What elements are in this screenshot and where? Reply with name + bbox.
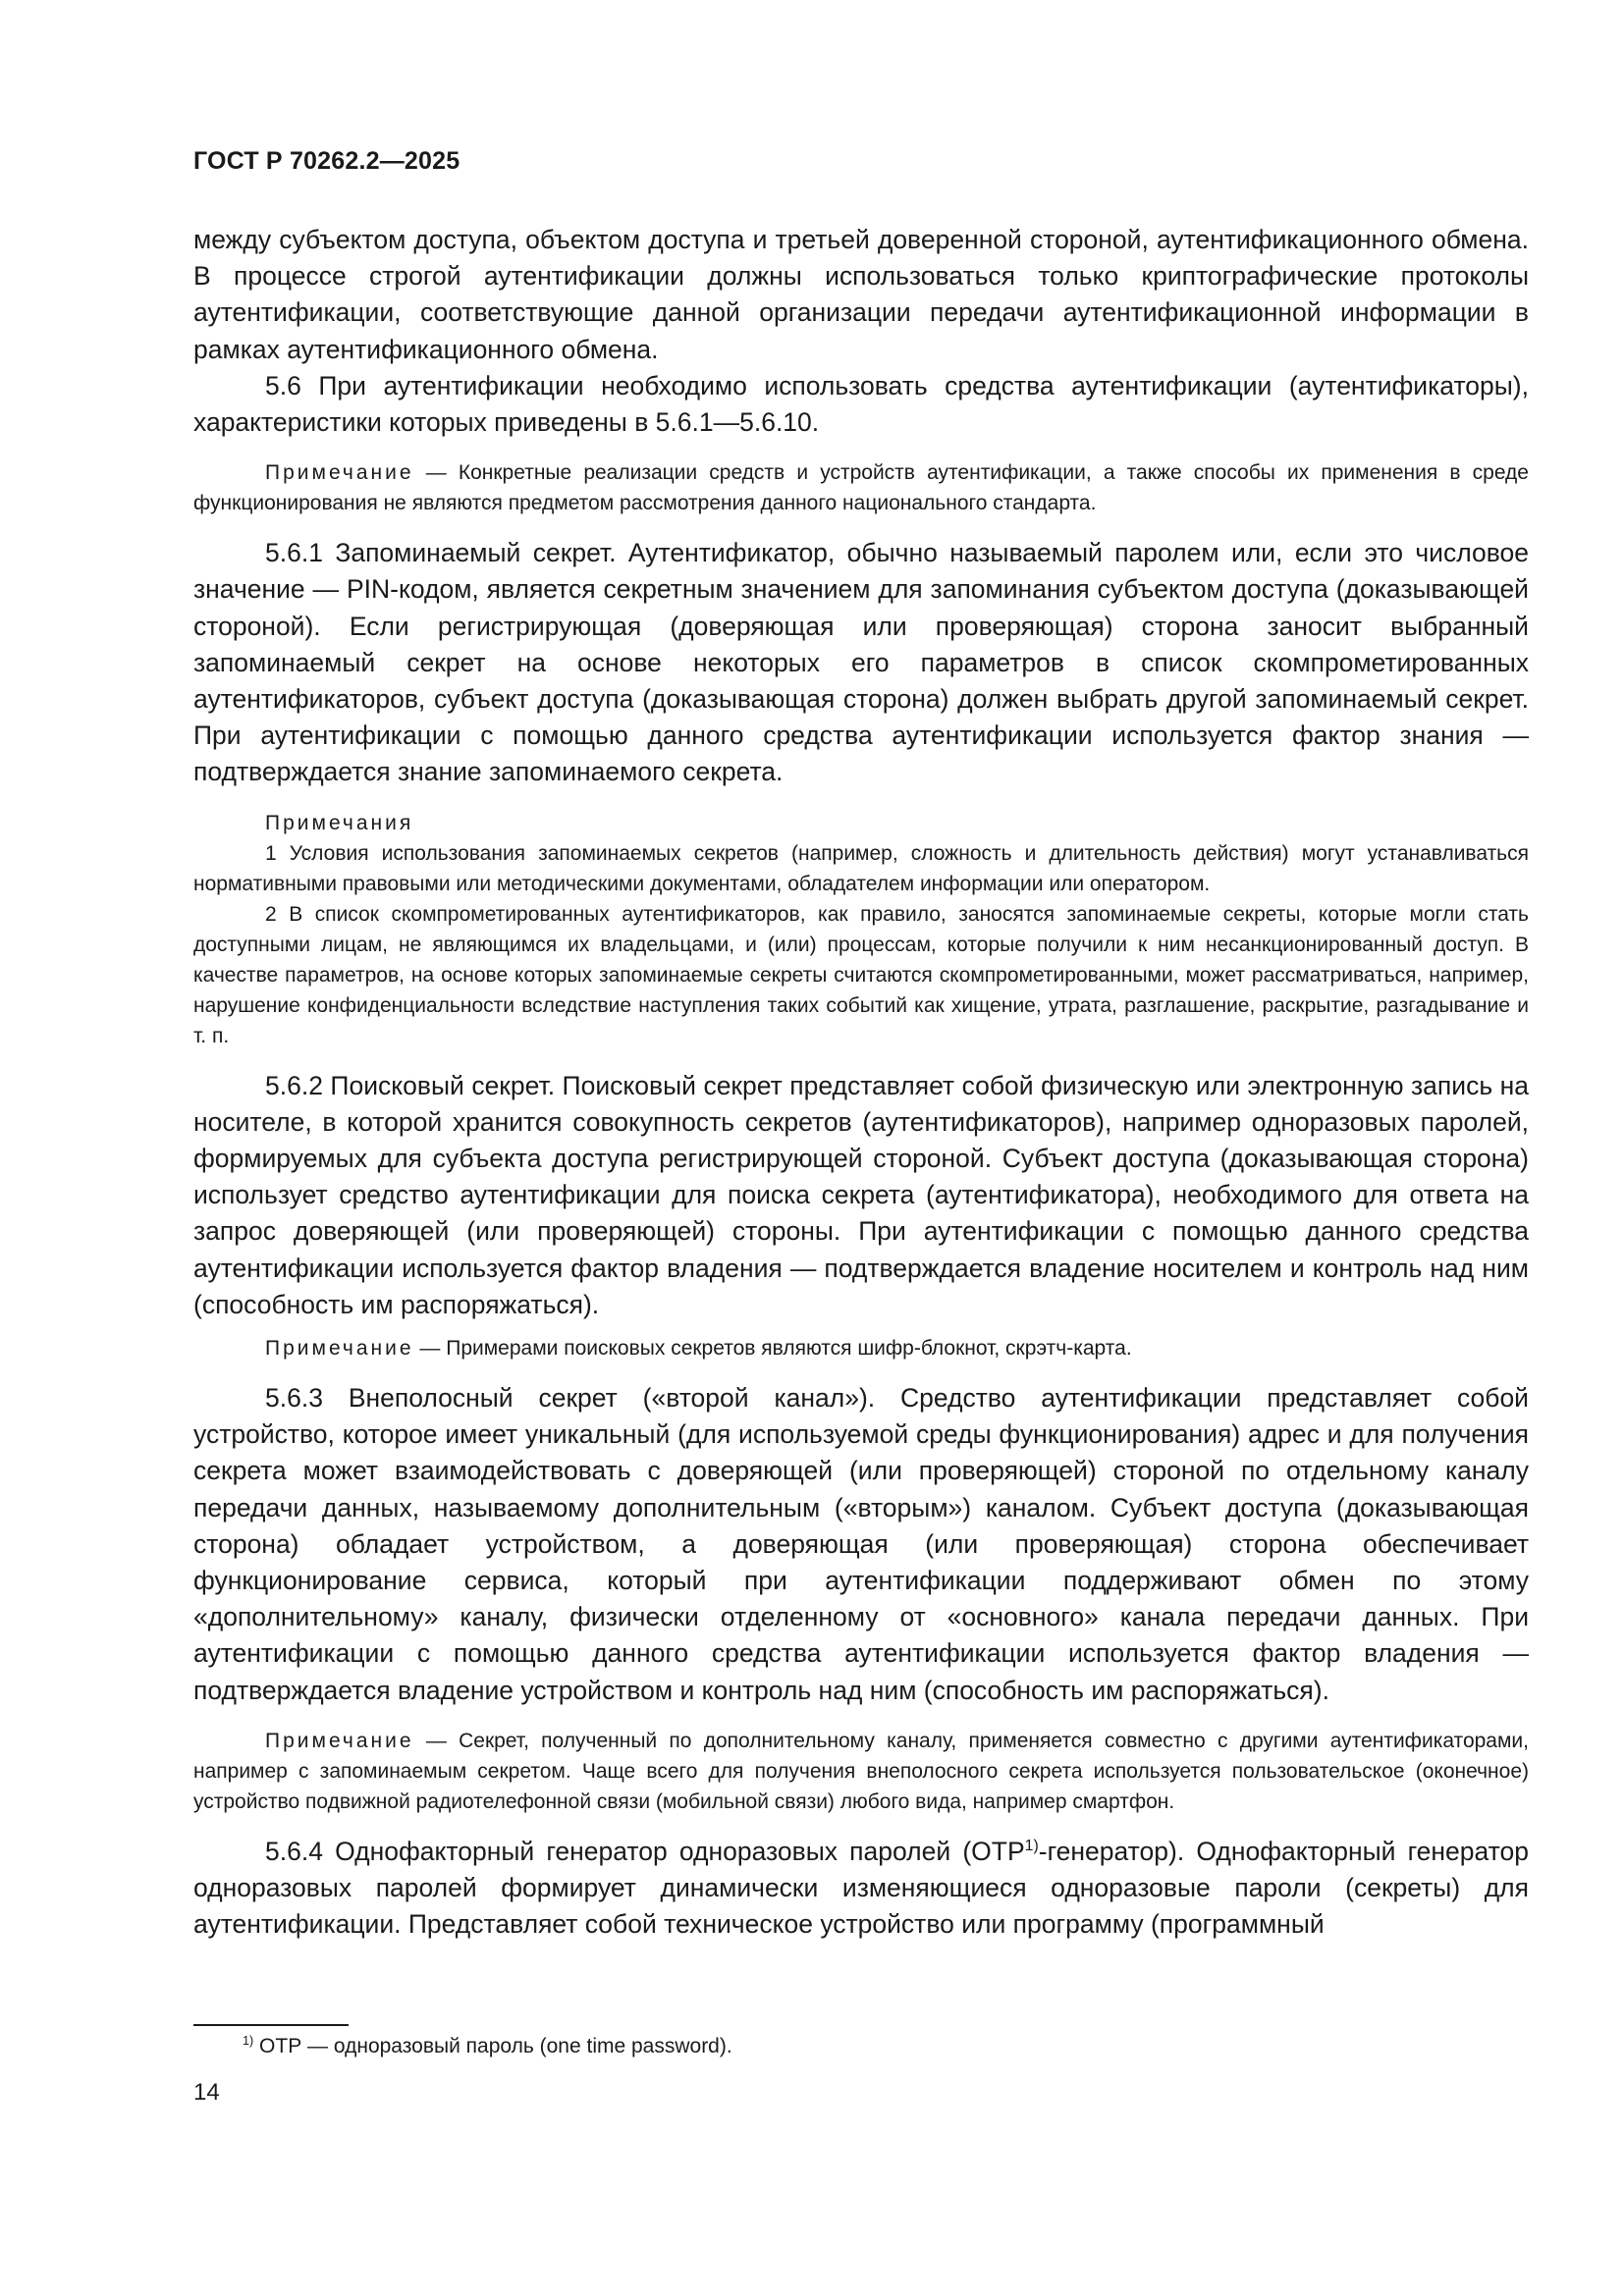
standard-header: ГОСТ Р 70262.2—2025 — [193, 147, 460, 175]
document-page — [193, 0, 1529, 2296]
paragraph-5-6-1: 5.6.1 Запоминаемый секрет. Аутентификатор, обычно называемый паролем или, если это числовое значение — PIN-кодом, является секретным значением для запоминания субъектом доступа (доказывающей стороной). Если регистрирующая (доверяющая или проверяющая) сторона заносит выбранный запоминаемый секрет на основе некоторых его параметров в список скомпрометированных аутентификаторов, субъект доступа (доказывающая сторона) должен выбрать другой запоминаемый секрет. При аутентификации с помощью данного средства аутентификации используется фактор знания — подтверждается знание запоминаемого секрета. — [193, 538, 1529, 787]
paragraph-5-6: 5.6 При аутентификации необходимо использовать средства аутентификации (аутентификаторы), характеристики которых приведены в 5.6.1—5.6.10. — [193, 370, 1529, 438]
note-label: Примечание — [265, 461, 414, 485]
paragraph-5-6-4 — [193, 1834, 1529, 1944]
note-label: Примечание — [265, 1337, 414, 1361]
paragraph-5-6-4-start: 5.6.4 Однофакторный генератор одноразовых паролей (ОТР — [265, 1836, 1025, 1866]
footnote-mark: 1) — [243, 2034, 254, 2048]
note-5-6-3 — [193, 1726, 1529, 1817]
footnote-text: ОТР — одноразовый пароль (one time password). — [259, 2035, 732, 2057]
notes-label: Примечания — [265, 811, 414, 834]
page-number: 14 — [193, 2079, 220, 2106]
note-text: — Конкретные реализации средств и устройств аутентификации, а также способы их применения в среде функционирования не являются предметом рассмотрения данного национального стандарта. — [193, 461, 1529, 515]
paragraph-continuation: между субъектом доступа, объектом доступа и третьей доверенной стороной, аутентификационного обмена. В процессе строгой аутентификации должны использоваться только криптографические протоколы аутентификации, соответствующие данной организации передачи аутентификационной информации в рамках аутентификационного обмена. — [193, 225, 1529, 364]
note-5-6-2 — [193, 1333, 1529, 1363]
note-label: Примечание — [265, 1729, 414, 1752]
note-5-6 — [193, 457, 1529, 518]
paragraph-5-6-4-rest: -генератор). Однофакторный генератор одноразовых паролей формирует динамически изменяющиеся одноразовые пароли (секреты) для аутентификации. Представляет собой техническое устройство или программу (программный — [193, 1836, 1529, 1940]
footnote-ref: 1) — [1024, 1838, 1039, 1855]
paragraph-5-6-2: 5.6.2 Поисковый секрет. Поисковый секрет представляет собой физическую или электронную запись на носителе, в которой хранится совокупность секретов (аутентификаторов), например одноразовых паролей, формируемых для субъекта доступа регистрирующей стороной. Субъект доступа (доказывающая сторона) использует средство аутентификации для поиска секрета (аутентификатора), необходимого для ответа на запрос доверяющей (или проверяющей) стороны. При аутентификации с помощью данного средства аутентификации используется фактор владения — подтверждается владение носителем и контроль над ним (способность им распоряжаться). — [193, 1070, 1529, 1319]
paragraph-5-6-3: 5.6.3 Внеполосный секрет («второй канал»). Средство аутентификации представляет собой устройство, которое имеет уникальный (для используемой среды функционирования) адрес и для получения секрета может взаимодействовать с доверяющей (или проверяющей) стороной по отдельному каналу передачи данных, называемому дополнительным («вторым») каналом. Субъект доступа (доказывающая сторона) обладает устройством, а доверяющая (или проверяющая) сторона обеспечивает функционирование сервиса, который при аутентификации поддерживают обмен по этому «дополнительному» каналу, физически отделенному от «основного» канала передачи данных. При аутентификации с помощью данного средства аутентификации используется фактор владения — подтверждается владение устройством и контроль над ним (способность им распоряжаться). — [193, 1383, 1529, 1705]
note-text: — Примерами поисковых секретов являются шифр-блокнот, скрэтч-карта. — [419, 1337, 1132, 1361]
notes-heading — [193, 808, 1529, 838]
note-5-6-1-item-2: 2 В список скомпрометированных аутентификаторов, как правило, заносятся запоминаемые секреты, которые могли стать доступными лицам, не являющимся их владельцами, и (или) процессам, которые получили к ним несанкционированный доступ. В качестве параметров, на основе которых запоминаемые секреты считаются скомпрометированными, может рассматриваться, например, нарушение конфиденциальности вследствие наступления таких событий как хищение, утрата, разглашение, раскрытие, разгадывание и т. п. — [193, 902, 1529, 1047]
footnote — [193, 2032, 1529, 2061]
note-5-6-1-item-1: 1 Условия использования запоминаемых секретов (например, сложность и длительность действия) могут устанавливаться нормативными правовыми или методическими документами, обладателем информации или оператором. — [193, 841, 1529, 895]
footnote-divider — [193, 2024, 349, 2026]
main-text — [193, 222, 1529, 1944]
note-text: — Секрет, полученный по дополнительному каналу, применяется совместно с другими аутентификаторами, например с запоминаемым секретом. Чаще всего для получения внеполосного секрета используется пользовательское (оконечное) устройство подвижной радиотелефонной связи (мобильной связи) любого вида, например смартфон. — [193, 1729, 1529, 1813]
